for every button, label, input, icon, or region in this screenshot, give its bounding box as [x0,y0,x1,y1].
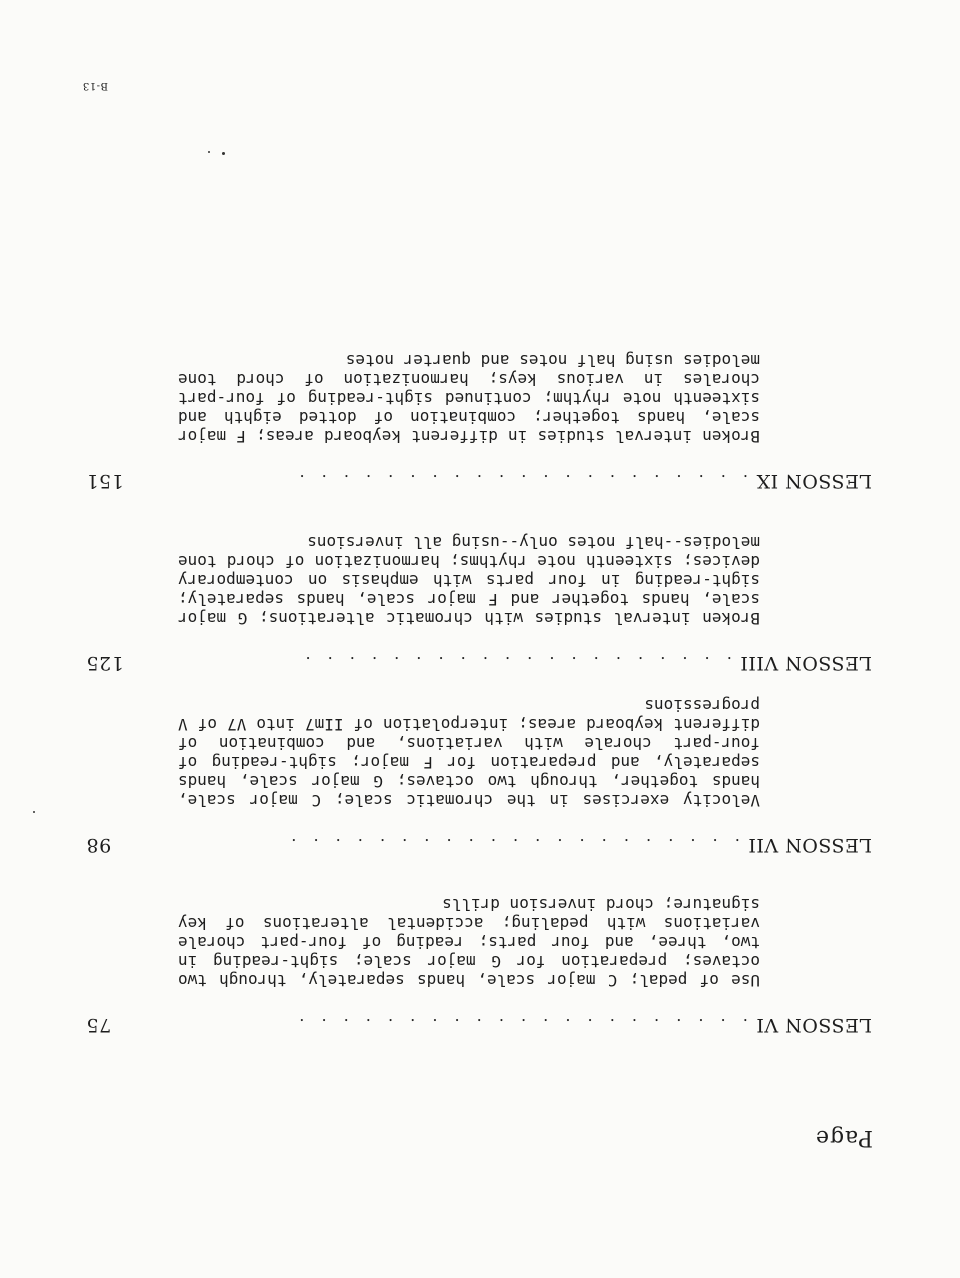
scan-speck [222,152,225,155]
lesson-title: LESSON VII [747,834,872,856]
lesson-page-number: 125 [86,652,124,674]
lesson-viii-heading [86,652,872,674]
page-footer-code: B-13 [82,80,108,91]
lesson-page-number: 98 [86,834,112,856]
lesson-vii-heading [86,834,872,856]
lesson-title: LESSON IX [756,470,872,492]
dot-leader: . . . . . . . . . . . . . . . . . . . . . [293,1015,748,1034]
lesson-vii-description: Velocity exercises in the chromatic scale; C major scale, hands together, through two octaves; G major scale, hands separately, and preparation for F major; sight-reading of four-part chorale with variations, and combination of different keyboard areas; interpolation of IIm7 into V7 of V progressions [178,696,760,810]
lesson-viii-description: Broken interval studies with chromatic alterations; G major scale, hands together and F major scale, hands separately; sight-reading in four parts with emphasis on contemporary devices; sixteenth note rhythms; harmonization of chord tone melodies--half notes only--using all inversions [178,533,760,628]
lesson-vi-heading [86,1014,872,1036]
lesson-title: LESSON VIII [739,652,872,674]
scan-speck [208,151,210,153]
lesson-ix-description: Broken interval studies in different keyboard areas; F major scale, hands together; combination of dotted eighth and sixteenth note rhythm; continued sight-reading of four-part chorales in various keys; harmonization of chord tone melodies using half notes and quarter notes [178,351,760,446]
page-column-label: Page [814,1125,873,1150]
dot-leader: . . . . . . . . . . . . . . . . . . . . . [285,835,740,854]
lesson-vi-description: Use of pedal; C major scale, hands separately, through two octaves; preparation for G major scale; sight-reading in two, three, and four parts; reading of four-part chorale variations with pedaling; accidental alterations of key signature; chord inversion drills [178,895,760,990]
scan-speck [33,811,35,813]
dot-leader: . . . . . . . . . . . . . . . . . . . . [299,653,732,672]
dot-leader: . . . . . . . . . . . . . . . . . . . . . [293,471,749,490]
lesson-page-number: 75 [86,1014,112,1036]
lesson-page-number: 151 [86,470,124,492]
lesson-title: LESSON VI [755,1014,872,1036]
lesson-ix-heading [86,470,872,492]
